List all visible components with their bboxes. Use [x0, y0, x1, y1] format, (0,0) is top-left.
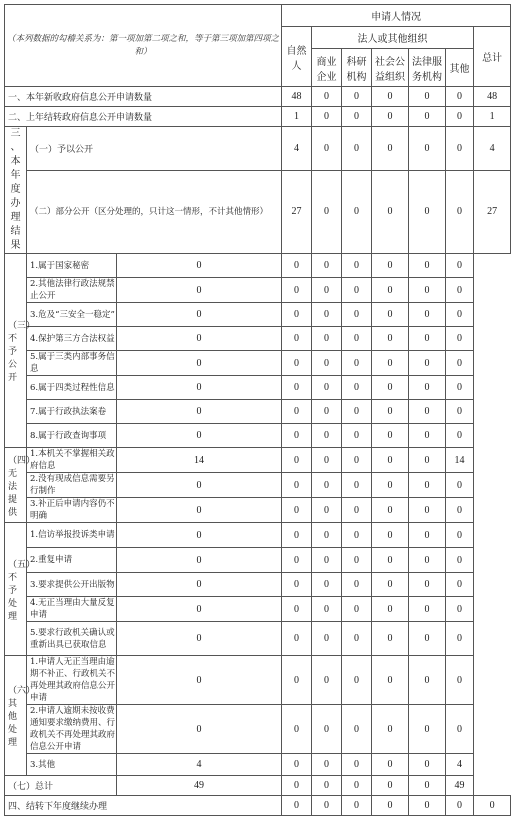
cell-natural: 4 [117, 754, 282, 776]
table-row [5, 656, 511, 705]
cell-other: 0 [446, 796, 474, 816]
item-label: 1.信访举报投诉类申请 [27, 523, 117, 548]
cell-legal-service: 0 [409, 127, 446, 171]
cell-research: 0 [312, 656, 342, 705]
cell-natural: 0 [117, 327, 282, 351]
cell-total: 0 [446, 303, 474, 327]
cell-research: 0 [312, 254, 342, 278]
cell-total: 0 [446, 498, 474, 523]
cell-social: 0 [342, 656, 372, 705]
group-label: （三）不予公开 [5, 254, 27, 448]
cell-total: 0 [446, 597, 474, 622]
cell-other: 0 [409, 548, 446, 573]
cell-other: 0 [409, 573, 446, 597]
item-label: 8.属于行政查询事项 [27, 424, 117, 448]
group-unable-to-provide [5, 448, 511, 523]
cell-other: 0 [409, 254, 446, 278]
cell-commercial: 0 [282, 400, 312, 424]
cell-natural: 0 [282, 796, 312, 816]
item-label: 3.其他 [27, 754, 117, 776]
cell-other: 0 [409, 754, 446, 776]
table-row [5, 498, 511, 523]
cell-commercial: 0 [282, 473, 312, 498]
cell-legal-service: 0 [372, 376, 409, 400]
cell-total: 0 [446, 400, 474, 424]
cell-other: 0 [409, 705, 446, 754]
cell-total: 14 [446, 448, 474, 473]
cell-legal-service: 0 [372, 622, 409, 656]
item-label: 2.没有现成信息需要另行制作 [27, 473, 117, 498]
cell-natural: 0 [117, 573, 282, 597]
cell-other: 0 [409, 327, 446, 351]
cell-total: 0 [446, 424, 474, 448]
item-label: 5.要求行政机关确认或重新出具已获取信息 [27, 622, 117, 656]
cell-natural: 0 [117, 278, 282, 303]
cell-natural: 0 [117, 597, 282, 622]
cell-other: 0 [409, 473, 446, 498]
cell-other: 0 [409, 303, 446, 327]
cell-other: 0 [409, 278, 446, 303]
research-header: 科研机构 [342, 49, 372, 87]
cell-social: 0 [372, 127, 409, 171]
cell-social: 0 [342, 523, 372, 548]
cell-natural: 0 [117, 523, 282, 548]
item-label: 4.无正当理由大量反复申请 [27, 597, 117, 622]
cell-research: 0 [342, 107, 372, 127]
cell-legal-service: 0 [372, 776, 409, 796]
table-row [5, 754, 511, 776]
social-header: 社会公益组织 [372, 49, 409, 87]
cell-natural: 0 [117, 656, 282, 705]
legal-org-header: 法人或其他组织 [312, 27, 474, 49]
cell-natural: 1 [282, 107, 312, 127]
cell-natural: 14 [117, 448, 282, 473]
row-label: 一、本年新收政府信息公开申请数量 [5, 87, 282, 107]
cell-legal-service: 0 [372, 523, 409, 548]
cell-commercial: 0 [312, 87, 342, 107]
cell-commercial: 0 [282, 548, 312, 573]
cell-social: 0 [342, 498, 372, 523]
cell-total: 0 [446, 254, 474, 278]
cell-legal-service: 0 [372, 303, 409, 327]
cell-legal-service: 0 [372, 656, 409, 705]
cell-other: 0 [409, 400, 446, 424]
cell-commercial: 0 [312, 107, 342, 127]
cell-total: 0 [446, 473, 474, 498]
cell-research: 0 [312, 448, 342, 473]
cell-commercial: 0 [282, 448, 312, 473]
cell-legal-service: 0 [372, 254, 409, 278]
cell-other: 0 [446, 170, 474, 253]
cell-commercial: 0 [282, 523, 312, 548]
cell-other: 0 [409, 376, 446, 400]
cell-legal-service: 0 [372, 548, 409, 573]
cell-research: 0 [312, 548, 342, 573]
cell-total: 0 [446, 705, 474, 754]
other-header: 其他 [446, 49, 474, 87]
cell-natural: 0 [117, 400, 282, 424]
cell-natural: 0 [117, 705, 282, 754]
cell-total: 0 [446, 351, 474, 376]
cell-research: 0 [312, 473, 342, 498]
cell-social: 0 [372, 87, 409, 107]
table-row [5, 278, 511, 303]
cell-total: 0 [446, 376, 474, 400]
item-label: 3.要求提供公开出版物 [27, 573, 117, 597]
cell-commercial: 0 [282, 776, 312, 796]
cell-research: 0 [312, 754, 342, 776]
cell-commercial: 0 [282, 376, 312, 400]
cell-commercial: 0 [282, 254, 312, 278]
row-label: 二、上年结转政府信息公开申请数量 [5, 107, 282, 127]
table-row [5, 303, 511, 327]
cell-other: 0 [409, 351, 446, 376]
cell-legal-service: 0 [372, 400, 409, 424]
cell-natural: 0 [117, 498, 282, 523]
cell-total: 1 [474, 107, 511, 127]
cell-natural: 0 [117, 303, 282, 327]
cell-research: 0 [342, 170, 372, 253]
cell-research: 0 [342, 796, 372, 816]
cell-legal-service: 0 [372, 573, 409, 597]
cell-total: 27 [474, 170, 511, 253]
cell-social: 0 [342, 754, 372, 776]
cell-social: 0 [342, 473, 372, 498]
cell-commercial: 0 [282, 327, 312, 351]
row-new-applications [5, 87, 511, 107]
cell-commercial: 0 [312, 796, 342, 816]
row-label: （七）总计 [5, 776, 117, 796]
cell-commercial: 0 [282, 705, 312, 754]
cell-total: 0 [446, 656, 474, 705]
table-row [5, 523, 511, 548]
table-row [5, 351, 511, 376]
cell-natural: 27 [282, 170, 312, 253]
cell-social: 0 [342, 622, 372, 656]
cell-research: 0 [312, 424, 342, 448]
cell-total: 0 [446, 327, 474, 351]
header-row-1 [5, 5, 511, 27]
cell-social: 0 [342, 254, 372, 278]
item-label: 1.属于国家秘密 [27, 254, 117, 278]
item-label: 2.重复申请 [27, 548, 117, 573]
natural-person-header: 自然人 [282, 27, 312, 87]
table-row [5, 327, 511, 351]
cell-other: 0 [409, 424, 446, 448]
cell-social: 0 [342, 400, 372, 424]
cell-research: 0 [342, 127, 372, 171]
cell-total: 4 [446, 754, 474, 776]
cell-social: 0 [342, 327, 372, 351]
cell-commercial: 0 [312, 170, 342, 253]
cell-commercial: 0 [282, 278, 312, 303]
cell-natural: 4 [282, 127, 312, 171]
cell-social: 0 [342, 303, 372, 327]
cell-natural: 0 [117, 351, 282, 376]
cell-total: 0 [446, 523, 474, 548]
row-label: 四、结转下年度继续办理 [5, 796, 282, 816]
cell-social: 0 [342, 573, 372, 597]
cell-legal-service: 0 [372, 498, 409, 523]
cell-natural: 0 [117, 622, 282, 656]
cell-total: 49 [446, 776, 474, 796]
item-label: 1.申请人无正当理由逾期不补正、行政机关不再处理其政府信息公开申请 [27, 656, 117, 705]
item-label: 3.危及“三安全一稳定” [27, 303, 117, 327]
cell-research: 0 [312, 622, 342, 656]
item-label: 4.保护第三方合法权益 [27, 327, 117, 351]
cell-total: 0 [446, 573, 474, 597]
cell-research: 0 [312, 573, 342, 597]
row-carried-over [5, 107, 511, 127]
table-row [5, 573, 511, 597]
cell-legal-service: 0 [372, 597, 409, 622]
item-label: 6.属于四类过程性信息 [27, 376, 117, 400]
cell-research: 0 [312, 705, 342, 754]
cell-commercial: 0 [282, 622, 312, 656]
cell-total: 0 [446, 622, 474, 656]
cell-commercial: 0 [282, 424, 312, 448]
cell-research: 0 [312, 523, 342, 548]
cell-commercial: 0 [282, 754, 312, 776]
cell-natural: 0 [117, 376, 282, 400]
cell-commercial: 0 [282, 573, 312, 597]
cell-other: 0 [409, 448, 446, 473]
cell-social: 0 [372, 170, 409, 253]
table-tail [5, 776, 511, 816]
table-row [5, 254, 511, 278]
cell-social: 0 [342, 351, 372, 376]
cell-research: 0 [312, 597, 342, 622]
cell-other: 0 [409, 776, 446, 796]
cell-legal-service: 0 [372, 351, 409, 376]
cell-other: 0 [409, 622, 446, 656]
cell-natural: 49 [117, 776, 282, 796]
table-row [5, 622, 511, 656]
table-row [5, 424, 511, 448]
cell-legal-service: 0 [372, 424, 409, 448]
group-label: （六）其他处理 [5, 656, 27, 776]
cell-research: 0 [342, 87, 372, 107]
disclosure-table [4, 4, 511, 816]
table-row [5, 473, 511, 498]
cell-social: 0 [342, 597, 372, 622]
table-row [5, 400, 511, 424]
cell-other: 0 [409, 597, 446, 622]
cell-social: 0 [342, 776, 372, 796]
cell-research: 0 [312, 351, 342, 376]
cell-research: 0 [312, 376, 342, 400]
cell-commercial: 0 [282, 303, 312, 327]
cell-legal-service: 0 [372, 473, 409, 498]
cell-natural: 0 [117, 473, 282, 498]
cell-social: 0 [372, 796, 409, 816]
cell-social: 0 [342, 278, 372, 303]
cell-research: 0 [312, 303, 342, 327]
cell-commercial: 0 [282, 498, 312, 523]
cell-total: 4 [474, 127, 511, 171]
cell-legal-service: 0 [372, 327, 409, 351]
item-label: 3.补正后申请内容仍不明确 [27, 498, 117, 523]
cell-social: 0 [342, 424, 372, 448]
item-label: 2.其他法律行政法规禁止公开 [27, 278, 117, 303]
cell-natural: 48 [282, 87, 312, 107]
cell-other: 0 [409, 656, 446, 705]
table-row [5, 548, 511, 573]
cell-natural: 0 [117, 254, 282, 278]
cell-commercial: 0 [282, 656, 312, 705]
cell-commercial: 0 [312, 127, 342, 171]
row-partially-disclosed [5, 170, 511, 253]
table-row [5, 448, 511, 473]
cell-other: 0 [446, 107, 474, 127]
row-label: （一）予以公开 [27, 127, 282, 171]
cell-legal-service: 0 [409, 170, 446, 253]
applicant-header: 申请人情况 [282, 5, 511, 27]
legal-service-header: 法律服务机构 [409, 49, 446, 87]
row-label: （二）部分公开（区分处理的，只计这一情形，不计其他情形） [27, 170, 282, 253]
cell-commercial: 0 [282, 351, 312, 376]
table-row [5, 597, 511, 622]
total-header: 总计 [474, 27, 511, 87]
header-note: （本列数据的勾稽关系为：第一项加第二项之和，等于第三项加第四项之和） [5, 5, 282, 87]
cell-legal-service: 0 [409, 796, 446, 816]
cell-social: 0 [372, 107, 409, 127]
cell-legal-service: 0 [372, 754, 409, 776]
cell-social: 0 [342, 448, 372, 473]
group-not-processed [5, 523, 511, 656]
item-label: 1.本机关不掌握相关政府信息 [27, 448, 117, 473]
cell-research: 0 [312, 278, 342, 303]
cell-other: 0 [446, 87, 474, 107]
cell-total: 0 [446, 548, 474, 573]
cell-total: 48 [474, 87, 511, 107]
cell-total: 0 [474, 796, 511, 816]
cell-natural: 0 [117, 548, 282, 573]
cell-legal-service: 0 [372, 448, 409, 473]
cell-social: 0 [342, 705, 372, 754]
item-label: 7.属于行政执法案卷 [27, 400, 117, 424]
cell-legal-service: 0 [409, 87, 446, 107]
item-label: 5.属于三类内部事务信息 [27, 351, 117, 376]
cell-natural: 0 [117, 424, 282, 448]
row-disclosed [5, 127, 511, 171]
table-row [5, 705, 511, 754]
cell-legal-service: 0 [409, 107, 446, 127]
cell-research: 0 [312, 327, 342, 351]
cell-research: 0 [312, 498, 342, 523]
cell-other: 0 [409, 523, 446, 548]
cell-other: 0 [446, 127, 474, 171]
group-label: （四）无法提供 [5, 448, 27, 523]
row-carry-forward [5, 796, 511, 816]
cell-total: 0 [446, 278, 474, 303]
table-row [5, 376, 511, 400]
cell-research: 0 [312, 400, 342, 424]
group-other-processing [5, 656, 511, 776]
cell-legal-service: 0 [372, 705, 409, 754]
item-label: 2.申请人逾期未按收费通知要求缴纳费用、行政机关不再处理其政府信息公开申请 [27, 705, 117, 754]
cell-social: 0 [342, 548, 372, 573]
commercial-header: 商业企业 [312, 49, 342, 87]
cell-research: 0 [312, 776, 342, 796]
cell-legal-service: 0 [372, 278, 409, 303]
row-total [5, 776, 511, 796]
group-label: （五）不予处理 [5, 523, 27, 656]
section3-label: 三 、 本 年 度 办 理 结 果 [5, 127, 27, 254]
cell-other: 0 [409, 498, 446, 523]
group-not-disclosed [5, 254, 511, 448]
cell-social: 0 [342, 376, 372, 400]
cell-commercial: 0 [282, 597, 312, 622]
